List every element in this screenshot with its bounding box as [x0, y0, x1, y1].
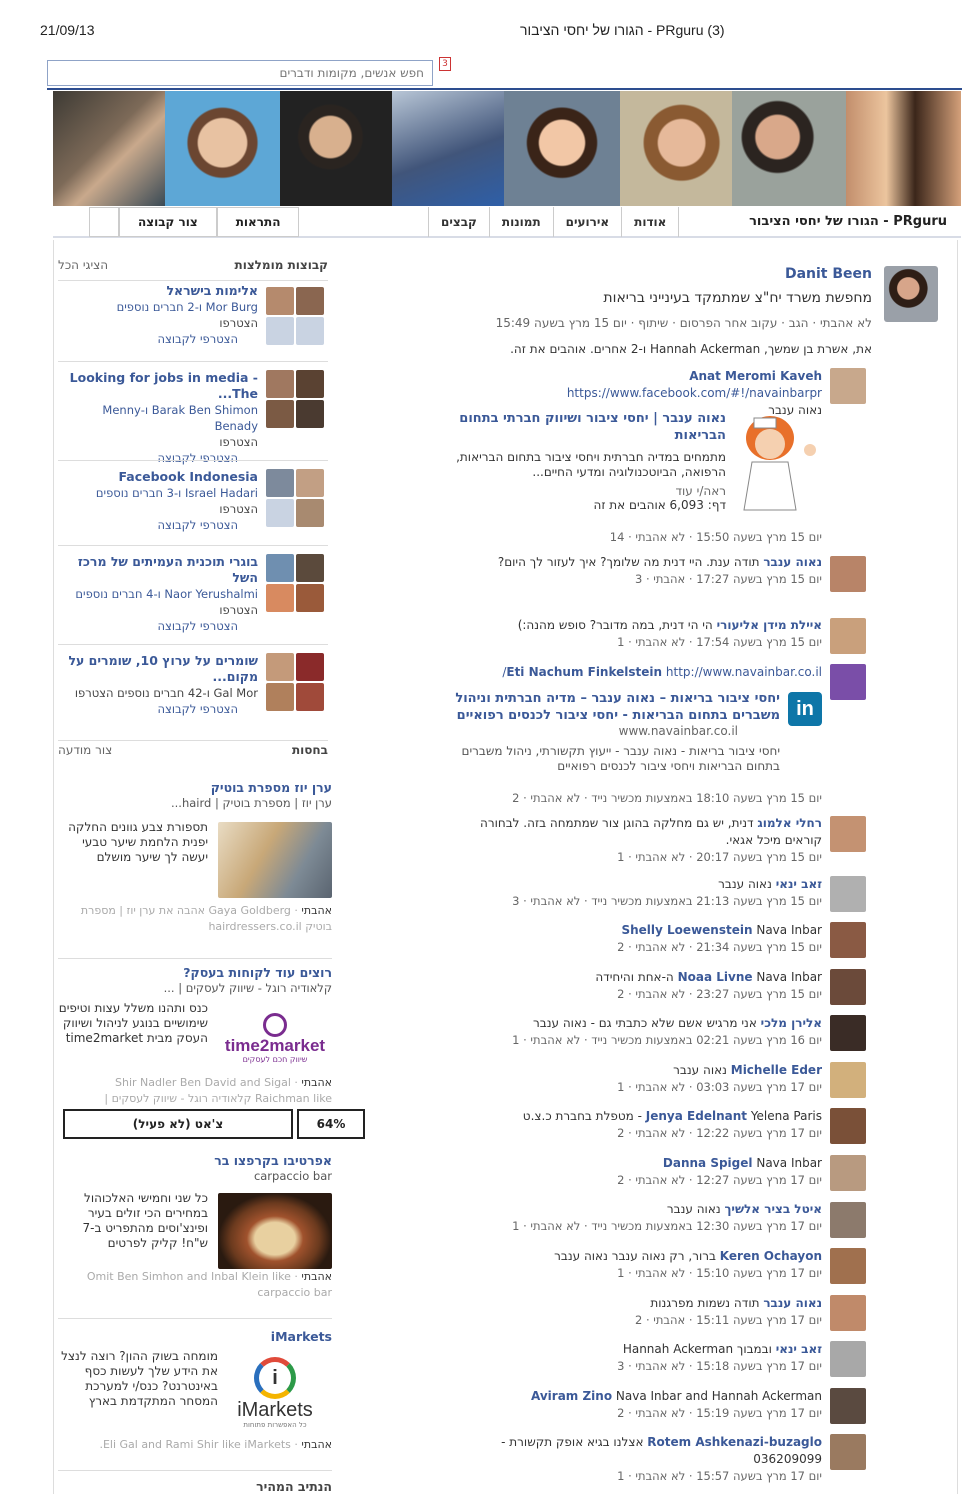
sponsored-header: [58, 740, 328, 757]
cover-photo-6: [620, 91, 732, 206]
comment: [440, 1434, 822, 1485]
join-group-link[interactable]: הצטרפי לקבוצה: [157, 518, 238, 532]
post-meta[interactable]: לא אהבתי · הגב · עקוב אחר הפרסום · שיתוף · יום 15 מרץ בשעה 15:49: [495, 316, 872, 330]
cover-photo-7: [732, 91, 846, 206]
commenter-name[interactable]: איטל בציר אלשיך: [724, 1202, 822, 1216]
settings-button[interactable]: [89, 207, 119, 237]
nurse-cartoon-image[interactable]: [730, 410, 826, 514]
ad-like-button[interactable]: אהבתי: [301, 904, 332, 917]
comment-meta: [440, 790, 822, 807]
chat-percent: 64%: [297, 1109, 365, 1139]
comment-timestamp[interactable]: יום 17 מרץ בשעה 03:03 · לא אהבתי · 1: [617, 1080, 822, 1094]
commenter-name[interactable]: זאב ינאי: [775, 877, 822, 891]
commenter-name[interactable]: Jenya Edelnant: [645, 1109, 747, 1123]
post-text: מחפשת משרד יח"צ שמתמקד בעינייני בריאות: [603, 290, 872, 306]
join-group-link[interactable]: הצטרפי לקבוצה: [157, 332, 238, 346]
right-column-border: [957, 240, 958, 1494]
cover-photo-4: [392, 91, 504, 206]
group-member-thumbs: [266, 469, 324, 527]
comment-timestamp[interactable]: יום 16 מרץ בשעה 02:21 באמצעות מכשיר נייד · לא אהבתי · 1: [512, 1033, 822, 1047]
commenter-avatar[interactable]: [830, 1108, 866, 1144]
comment-timestamp[interactable]: יום 17 מרץ בשעה 12:27 · לא אהבתי · 2: [617, 1173, 822, 1187]
group-members: Mor Burg ו-2 חברים נוספים: [116, 300, 258, 314]
search-box[interactable]: [47, 60, 433, 86]
ad-3[interactable]: אפרטיבו בקרפצו בר carpaccio bar כל שני וחמישי האלכוהול במחירים הכי זולים בעיר ופינצ'וסים מהתפריט ב-7 ש"ח! קליק לפרטים אהבתי · Omit Ben Simhon and Inbal Klein like carpaccio bar: [58, 1145, 332, 1315]
brand-name: time2market: [224, 1036, 326, 1055]
comment-meta: [440, 529, 822, 546]
ad-title[interactable]: ערן יוז מספרת בוטיק: [210, 780, 332, 795]
comment-timestamp[interactable]: יום 17 מרץ בשעה 12:22 · לא אהבתי · 2: [617, 1126, 822, 1140]
comment-timestamp[interactable]: יום 15 מרץ בשעה 15:50 · לא אהבתי · 14: [609, 530, 822, 544]
ad-like-button[interactable]: אהבתי: [301, 1270, 332, 1283]
comment-timestamp[interactable]: יום 15 מרץ בשעה 21:34 · לא אהבתי · 2: [617, 940, 822, 954]
comment: [440, 1388, 822, 1422]
comment-text: Nava Inbar ה-אחת והיחידה: [595, 970, 822, 984]
ad-like-button[interactable]: אהבתי: [301, 1438, 332, 1451]
commenter-avatar[interactable]: [830, 1388, 866, 1424]
cover-photo-3: [280, 91, 392, 206]
left-column-border: [53, 240, 54, 1494]
see-all-link[interactable]: הציגי הכל: [58, 258, 109, 272]
tab-about[interactable]: אודות: [621, 207, 679, 237]
share-url[interactable]: www.navainbar.co.il: [618, 724, 738, 738]
commenter-avatar[interactable]: [830, 1434, 866, 1470]
comment-timestamp[interactable]: יום 17 מרץ בשעה 12:30 באמצעות מכשיר נייד · לא אהבתי · 1: [512, 1219, 822, 1233]
group-joined: הצטרפו: [219, 502, 258, 516]
group-members: Israel Hadari ו-3 חברים נוספים: [95, 486, 258, 500]
comment-link[interactable]: http://www.navainbar.co.il/: [502, 665, 822, 679]
comment: [440, 922, 822, 956]
sponsored-title: בחסות: [291, 743, 328, 757]
commenter-name[interactable]: זאב ינאי: [775, 1342, 822, 1356]
group-title[interactable]: Looking for jobs in media - The...: [69, 370, 258, 401]
commenter-avatar[interactable]: [830, 1295, 866, 1331]
comment: [440, 1341, 822, 1375]
commenter-avatar[interactable]: [830, 816, 866, 852]
post-author[interactable]: Danit Been: [784, 266, 872, 282]
commenter-avatar[interactable]: [830, 1155, 866, 1191]
group-title[interactable]: אלימות בישראל: [166, 283, 258, 298]
tab-files[interactable]: קבצים: [428, 207, 489, 237]
ad-body: תספורת צבע גוונים החלקה יפנית הלחמת שיער טבעי יעשה לך שיער מושלם: [68, 820, 208, 864]
group-name[interactable]: PRguru - הגורו של יחסי הציבור: [749, 214, 947, 229]
ad-like-button[interactable]: אהבתי: [301, 1076, 332, 1089]
comment-timestamp[interactable]: יום 15 מרץ בשעה 23:27 · לא אהבתי · 2: [617, 987, 822, 1001]
print-title: (3) PRguru - הגורו של יחסי הציבור: [520, 22, 725, 38]
commenter-name[interactable]: Shelly Loewenstein: [621, 923, 753, 937]
comment-timestamp[interactable]: יום 17 מרץ בשעה 15:11 · אהבתי · 2: [634, 1313, 822, 1327]
comment-timestamp[interactable]: יום 17 מרץ בשעה 15:18 · לא אהבתי · 3: [617, 1359, 822, 1373]
comment-text: Nava Inbar: [756, 923, 822, 937]
commenter-name[interactable]: Anat Meromi Kaveh: [689, 369, 822, 383]
commenter-avatar[interactable]: [830, 664, 866, 700]
group-members: Naor Yerushalmi ו-4 חברים נוספים: [75, 587, 258, 601]
suggested-groups-title: קבוצות מומלצות: [234, 258, 328, 272]
join-group-link[interactable]: הצטרפי לקבוצה: [157, 702, 238, 716]
share-desc: מתמחים במדיה חברתית ויחסי ציבור בתחום הבריאות, הרפואה, הביוטכנולוגיה ומדעי החיים...: [456, 450, 726, 479]
comment-timestamp[interactable]: יום 17 מרץ בשעה 15:19 · לא אהבתי · 2: [617, 1406, 822, 1420]
ad-2[interactable]: רוצים עוד לקוחות בעסק? קלאודיה רוגל - שיווק לעסקים | ... time2market שיווק חכם לעסקים כנס ותהנו משלל עצות וטיפים שימושיים בנוגע לניהול ושיווק העסק מבית time2market אהבתי · Shir Nadler Ben David and Sigal Raichman like קלאודיה רוגל - שיווק לעסקים |: [58, 958, 332, 1108]
commenter-avatar[interactable]: [830, 876, 866, 912]
comment-timestamp[interactable]: יום 15 מרץ בשעה 20:17 · לא אהבתי · 1: [617, 850, 822, 864]
cover-photo-1: [53, 91, 165, 206]
post-likes[interactable]: את, אשרת בן שמשך, Hannah Ackerman ו-2 אחרים. אוהבים את זה.: [510, 342, 872, 356]
comment: [440, 815, 822, 866]
comment-text: Nava Inbar: [756, 1156, 822, 1170]
ad-social: Eli Gal and Rami Shir like iMarkets.: [99, 1438, 291, 1451]
comment-text: הי הי דנית, במה מדובר? סופש מהנה:): [517, 618, 713, 632]
suggested-group-5[interactable]: [58, 644, 328, 730]
ad-title[interactable]: iMarkets: [270, 1329, 332, 1344]
group-title[interactable]: Facebook Indonesia: [118, 469, 258, 484]
comment-text: נאוה ענבר: [673, 1063, 727, 1077]
comment-timestamp[interactable]: יום 15 מרץ בשעה 18:10 באמצעות מכשיר נייד · לא אהבתי · 2: [512, 791, 822, 805]
comment-text: אני מרגיש אשם שלא כתבתי גם - נאוה ענבר: [532, 1016, 757, 1030]
commenter-avatar[interactable]: [830, 556, 866, 592]
comment-timestamp[interactable]: יום 17 מרץ בשעה 15:57 · לא אהבתי · 1: [617, 1469, 822, 1483]
suggested-groups-header: [58, 258, 328, 272]
cover-photo[interactable]: [53, 91, 961, 206]
ad-subtitle: קלאודיה רוגל - שיווק לעסקים | ...: [163, 981, 332, 995]
commenter-name[interactable]: Rotem Ashkenazi-buzaglo: [647, 1435, 822, 1449]
group-joined: הצטרפו: [219, 603, 258, 617]
commenter-avatar[interactable]: [830, 1015, 866, 1051]
imarkets-logo: i iMarkets כל האפשרות פתוחות: [218, 1357, 332, 1433]
notifications-button[interactable]: התראות: [217, 207, 300, 237]
notification-badge[interactable]: 3: [439, 57, 451, 71]
comment-timestamp[interactable]: יום 17 מרץ בשעה 15:10 · לא אהבתי · 1: [617, 1266, 822, 1280]
comment: [440, 1295, 822, 1329]
comment-text: תודה ענת. היי דנית מה שלומך? איך לעזור לך היום?: [497, 555, 760, 569]
ad-body: כנס ותהנו משלל עצות וטיפים שימושיים בנוגע לניהול ושיווק העסק מבית time2market: [58, 1001, 208, 1045]
chat-status-button[interactable]: צ'אט (לא פעיל): [63, 1109, 293, 1139]
post-author-avatar[interactable]: [884, 266, 938, 322]
commenter-name[interactable]: Keren Ochayon: [719, 1249, 822, 1263]
commenter-avatar[interactable]: [830, 618, 866, 654]
group-member-thumbs: [266, 653, 324, 711]
quick-path-header: הנתיב המהיר: [58, 1470, 332, 1494]
share-title[interactable]: יחסי ציבור בריאות – נאוה ענבר – מדיה חברתית וניהול משברים בתחום הבריאות - יחסי ציבור לכנסים רפואיים: [455, 691, 780, 723]
comment: [440, 1108, 822, 1142]
comment-text: Nava Inbar and Hannah Ackerman: [615, 1389, 822, 1403]
comment-text: נאוה ענבר: [718, 877, 772, 891]
commenter-name[interactable]: Noaa Livne: [677, 970, 753, 984]
commenter-avatar[interactable]: [830, 1202, 866, 1238]
group-members: Gal Mor ו-42 חברים נוספים הצטרפו: [74, 686, 258, 700]
group-member-thumbs: [266, 370, 324, 428]
commenter-name[interactable]: רחלי אלמוג: [757, 816, 822, 830]
commenter-avatar[interactable]: [830, 368, 866, 404]
ad-subtitle: carpaccio bar: [253, 1169, 332, 1183]
group-members: Barak Ben Shimon ו-Menny Benady: [102, 403, 258, 433]
commenter-name[interactable]: Aviram Zino: [530, 1389, 613, 1403]
comment-text: תודה נשמות מפרגנות: [650, 1296, 760, 1310]
comment-text: ובמבוך Hannah Ackerman: [622, 1342, 772, 1356]
ad-image[interactable]: [218, 822, 332, 898]
comment: [440, 554, 822, 588]
join-group-link[interactable]: הצטרפי לקבוצה: [157, 451, 238, 465]
ad-1[interactable]: ערן יוז מספרת בוטיק ערן יוז | מספרת בוטיק | haird... תספורת צבע גוונים החלקה יפנית הלחמת שיער טבעי יעשה לך שיער מושלם אהבתי · Gaya Goldberg אהבה את ערן יוז | מספרת בוטיק hairdressers.co.il: [58, 780, 332, 950]
comment-timestamp[interactable]: יום 15 מרץ בשעה 21:13 באמצעות מכשיר נייד · לא אהבתי · 3: [512, 894, 822, 908]
cover-photo-8: [846, 91, 961, 206]
print-date: 21/09/13: [40, 22, 95, 38]
ad-social: Gaya Goldberg אהבה את ערן יוז | מספרת בוטיק hairdressers.co.il: [80, 904, 332, 933]
commenter-name[interactable]: Michelle Eder: [730, 1063, 822, 1077]
brand-tagline: שיווק חכם לעסקים: [242, 1055, 308, 1064]
create-ad-link[interactable]: צור מודעה: [58, 743, 113, 757]
group-title[interactable]: שומרים על ערוץ 10, שומרים על מקום...: [68, 653, 258, 684]
comment: [440, 969, 822, 1003]
comment: [440, 1248, 822, 1282]
commenter-avatar[interactable]: [830, 1341, 866, 1377]
comment-line2: נאוה ענבר: [768, 403, 822, 417]
tab-events[interactable]: אירועים: [553, 207, 622, 237]
comment-line2: 036209099: [753, 1452, 822, 1466]
ad-body: מומחה בשוק ההון? רוצה לנצל את הידע שלך לעשות כסף באינטרנט? כנס/י למערכת המסחר המתקדמת בארץ: [61, 1349, 218, 1408]
ad-image[interactable]: [218, 1193, 332, 1269]
imarkets-name: iMarkets: [237, 1399, 313, 1421]
commenter-name[interactable]: אלירן מלכי: [760, 1016, 822, 1030]
shared-link-1[interactable]: [440, 410, 726, 513]
comment: [440, 1155, 822, 1189]
commenter-name[interactable]: Eti Nachum Finkelstein: [506, 665, 663, 679]
share-desc: יחסי ציבור בריאות - נאוה ענבר - ייעוץ תקשורתי, ניהול משברים בתחום הבריאות ויחסי ציבור לכנסים רפואיים: [461, 744, 780, 773]
tab-photos[interactable]: תמונות: [489, 207, 553, 237]
linkedin-icon: in: [788, 692, 822, 726]
shared-link-2[interactable]: [440, 690, 780, 774]
group-title[interactable]: בוגרי תוכנית העמיתים של מרכז השל: [77, 554, 258, 585]
group-member-thumbs: [266, 287, 324, 345]
commenter-name[interactable]: נאוה ענבר: [763, 555, 822, 569]
ad-social: Omit Ben Simhon and Inbal Klein like carpaccio bar: [86, 1270, 332, 1299]
cover-photo-5: [504, 91, 620, 206]
ad-title[interactable]: רוצים עוד לקוחות בעסק?: [183, 965, 332, 980]
group-joined: הצטרפו: [219, 435, 258, 449]
comment-timestamp[interactable]: יום 15 מרץ בשעה 17:27 · אהבתי · 3: [634, 572, 822, 586]
comment-link[interactable]: https://www.facebook.com/#!/navainbarpr: [566, 386, 822, 400]
comment: [440, 1201, 822, 1235]
time2market-logo: [218, 1007, 332, 1071]
create-group-button[interactable]: צור קבוצה: [119, 207, 217, 237]
join-group-link[interactable]: הצטרפי לקבוצה: [157, 619, 238, 633]
imarkets-tagline: כל האפשרות פתוחות: [243, 1421, 307, 1429]
share-title[interactable]: נאוה ענבר | יחסי ציבור ושיווק חברתי בתחום הבריאות: [459, 411, 726, 443]
ad-title[interactable]: אפרטיבו בקרפצו בר: [214, 1153, 332, 1168]
ad-subtitle: ערן יוז | מספרת בוטיק | haird...: [171, 796, 332, 810]
comment-text: ברור, רק נאוה ענבר נאוה ענבר: [554, 1249, 716, 1263]
cover-photo-2: [165, 91, 280, 206]
commenter-name[interactable]: נאוה ענבר: [763, 1296, 822, 1310]
share-page-likes: דף: 6,093 אוהבים את זה: [593, 498, 726, 512]
suggested-group-1[interactable]: [58, 280, 328, 360]
suggested-group-4[interactable]: [58, 545, 328, 643]
comment-text: דנית, יש גם מחלקה בהוגן צור שמתמחה בזה. לבחורה קוראים מיכל אגאי.: [480, 816, 822, 847]
group-tabs: [428, 207, 679, 237]
suggested-group-2[interactable]: [58, 361, 328, 465]
share-more-link[interactable]: ראה/י עוד: [675, 484, 726, 498]
ad-social: Shir Nadler Ben David and Sigal Raichman like קלאודיה רוגל - שיווק לעסקים |: [104, 1076, 332, 1105]
top-bar-divider: [47, 88, 962, 90]
comment: [440, 1015, 822, 1049]
commenter-avatar[interactable]: [830, 1062, 866, 1098]
group-joined: הצטרפו: [219, 316, 258, 330]
comment: [440, 1062, 822, 1096]
comment-text: אצלנו בגיא אופק תקשורת -: [501, 1435, 644, 1449]
commenter-avatar[interactable]: [830, 922, 866, 958]
commenter-avatar[interactable]: [830, 969, 866, 1005]
suggested-group-3[interactable]: [58, 460, 328, 544]
ad-4[interactable]: iMarkets i iMarkets כל האפשרות פתוחות מומחה בשוק ההון? רוצה לנצל את הידע שלך לעשות כסף באינטרנט? כנס/י למערכת המסחר המתקדמת בארץ אהבתי · Eli Gal and Rami Shir like iMarkets.: [58, 1318, 332, 1468]
comment: [440, 617, 822, 651]
comment: [440, 876, 822, 910]
comment-timestamp[interactable]: יום 15 מרץ בשעה 17:54 · לא אהבתי · 1: [617, 635, 822, 649]
commenter-name[interactable]: איילת מידן אליעורי: [716, 618, 822, 632]
comment-text: נאוה ענבר: [666, 1202, 721, 1216]
search-input[interactable]: [48, 61, 432, 85]
group-member-thumbs: [266, 554, 324, 612]
group-actions: [89, 207, 299, 237]
comment: [440, 664, 822, 681]
commenter-name[interactable]: Danna Spigel: [662, 1156, 753, 1170]
ad-body: כל שני וחמישי האלכוהול במחירים הכי זולים בעיר ופינצ'וסים מהתפריט ב-7 ש"ח! קליק לפרטים: [82, 1191, 208, 1250]
commenter-avatar[interactable]: [830, 1248, 866, 1284]
comment-text: Yelena Paris - מטפלת בחברת כ.צ.ט: [522, 1109, 822, 1123]
